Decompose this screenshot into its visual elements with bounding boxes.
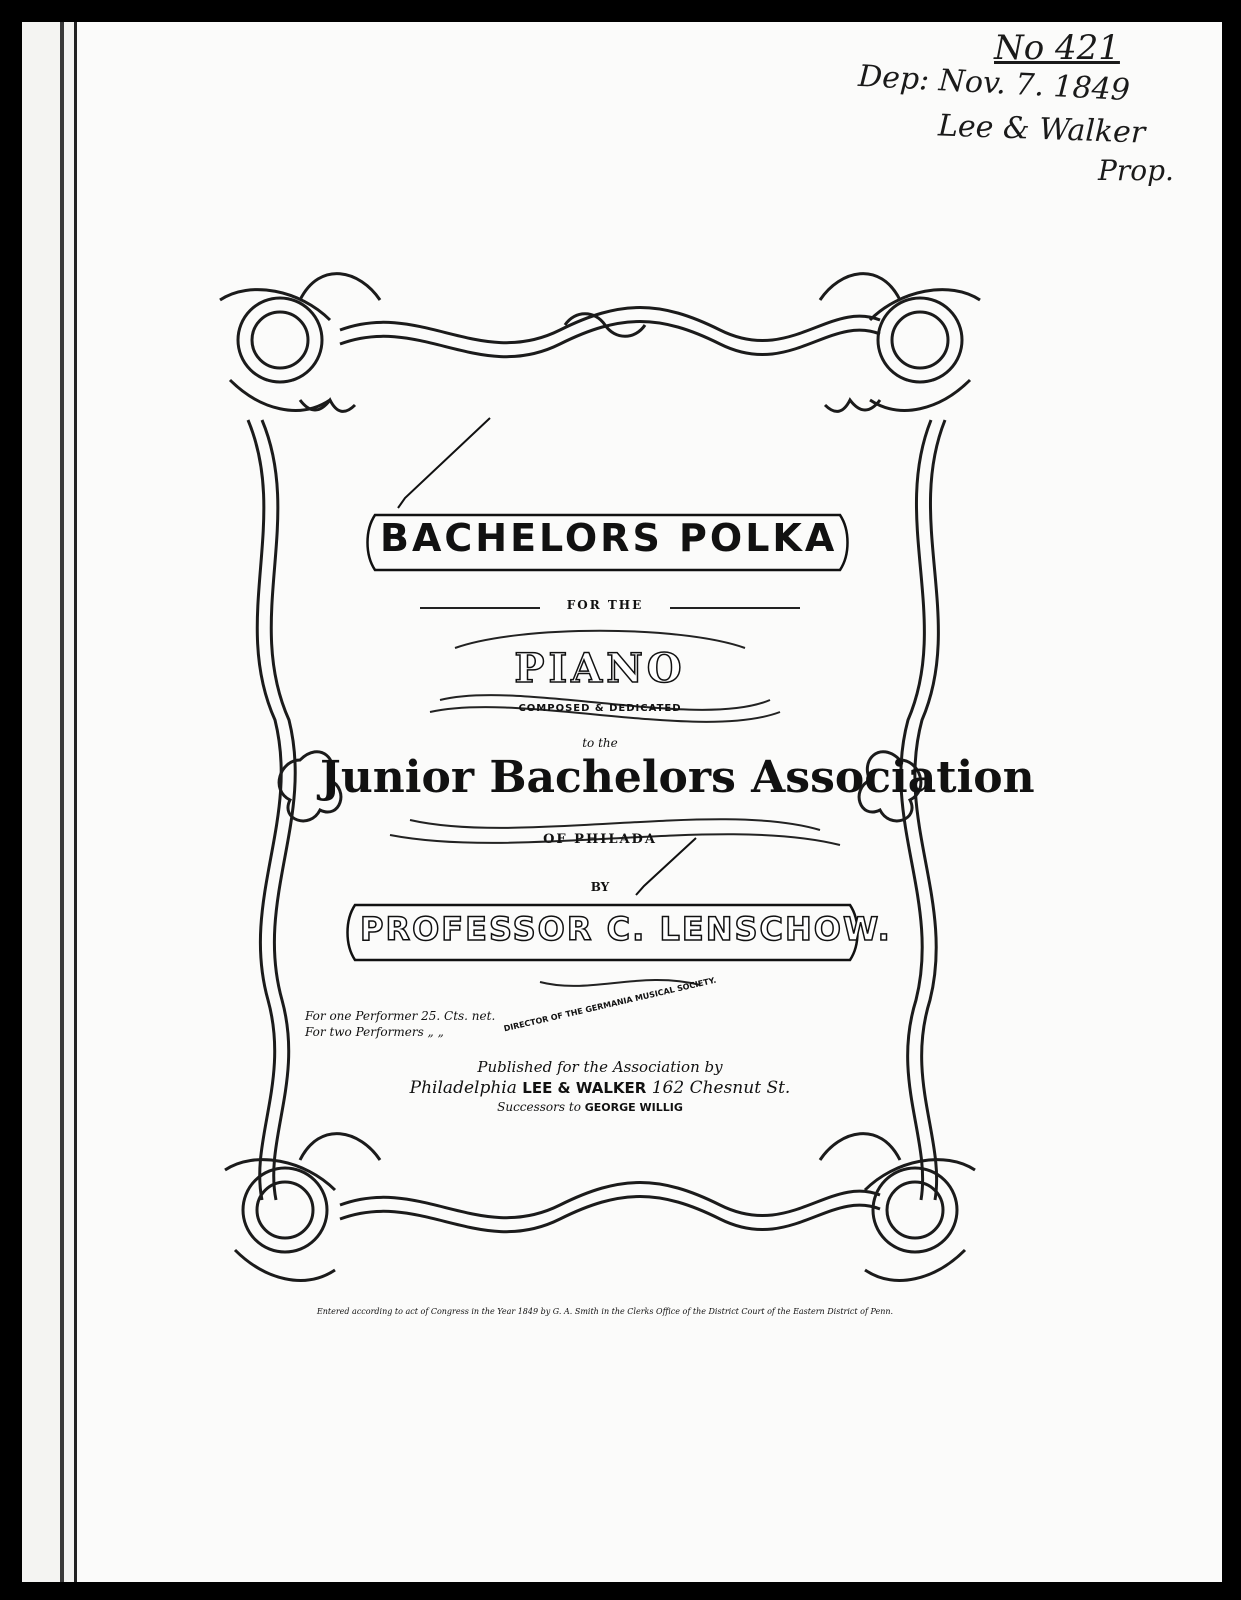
publisher-city: Philadelphia — [409, 1078, 517, 1098]
composer: PROFESSOR C. LENSCHOW. — [360, 910, 892, 948]
copyright-footer: Entered according to act of Congress in the Year 1849 by G. A. Smith in the Clerks Office of the District Court of the Eastern District of Penn. — [316, 1307, 894, 1316]
publisher-line: Published for the Association by — [477, 1058, 723, 1076]
title: BACHELORS POLKA — [380, 516, 838, 560]
price-two-performers: For two Performers „ „ — [305, 1025, 444, 1039]
instrument: PIANO — [514, 645, 686, 692]
handwritten-deposit-date: Dep: Nov. 7. 1849 — [857, 58, 1131, 109]
successors-name: GEORGE WILLIG — [584, 1101, 683, 1114]
handwritten-prop: Prop. — [1098, 154, 1174, 187]
by: BY — [590, 880, 610, 894]
successors-label: Successors to — [497, 1100, 581, 1114]
dedicatee: Junior Bachelors Association — [320, 752, 1035, 803]
pencil-check-mark-1 — [398, 418, 490, 508]
publisher-street: 162 Chesnut St. — [651, 1078, 791, 1098]
price-one-performer: For one Performer 25. Cts. net. — [305, 1009, 496, 1023]
composed-dedicated: COMPOSED & DEDICATED — [518, 703, 682, 714]
successors-line — [440, 1100, 740, 1114]
for-the: FOR THE — [566, 598, 644, 612]
top-center-scroll — [565, 314, 645, 337]
of-philada: OF PHILADA — [543, 832, 657, 847]
corner-ornament-tl — [220, 274, 380, 412]
corner-ornament-tr — [820, 274, 980, 412]
composer-title: DIRECTOR OF THE GERMANIA MUSICAL SOCIETY. — [502, 975, 718, 1034]
handwritten-number: No 421 — [994, 28, 1120, 68]
publisher-address-line — [380, 1078, 820, 1098]
corner-ornament-bl — [225, 1134, 380, 1281]
handwritten-owner: Lee & Walker — [937, 108, 1146, 151]
publisher-name: LEE & WALKER — [522, 1079, 647, 1097]
to-the: to the — [582, 736, 618, 750]
